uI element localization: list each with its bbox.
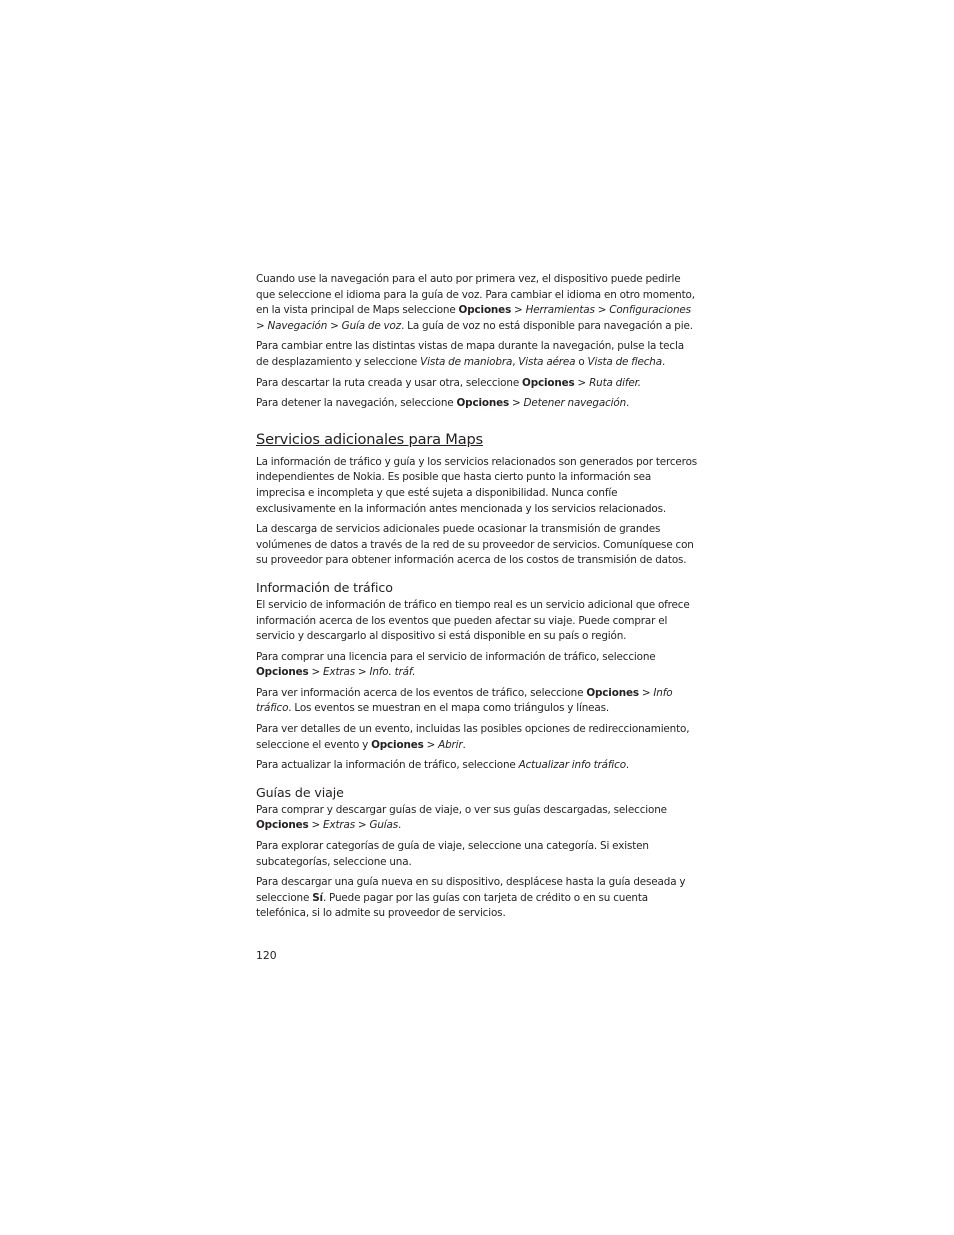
menu-term-opciones: Opciones — [371, 738, 424, 751]
text: . Los eventos se muestran en el mapa como triángulos y líneas. — [288, 702, 610, 715]
menu-term: Info tráfico — [256, 686, 673, 715]
separator: o — [575, 355, 588, 368]
menu-term: Extras — [323, 666, 355, 679]
menu-term-si: Sí — [312, 891, 323, 904]
text: . — [462, 738, 466, 751]
traffic-paragraph-event-details — [256, 722, 698, 753]
text: Para descargar una guía nueva en su dispositivo, desplácese hasta la guía deseada y seleccione — [256, 876, 686, 904]
menu-term: Navegación — [267, 319, 328, 332]
menu-term-opciones: Opciones — [586, 686, 639, 699]
menu-term: Guías — [369, 819, 399, 832]
text: Para ver información acerca de los eventos de tráfico, seleccione — [256, 686, 587, 699]
separator: > — [594, 304, 610, 317]
text: . Puede pagar por las guías con tarjeta de crédito o en su cuenta telefónica, si lo admite su proveedor de servicios. — [256, 891, 649, 920]
separator: > — [423, 738, 439, 751]
separator: > — [256, 319, 268, 332]
text: . La guía de voz no está disponible para navegación a pie. — [401, 319, 693, 332]
text: Cuando use la navegación para el auto por primera vez, el dispositivo puede pedirle que seleccione el idioma para la guía de voz. Para cambiar el idioma en otro momento, en la vista principal de Maps seleccione — [256, 273, 695, 317]
section-paragraph-data-costs: La descarga de servicios adicionales puede ocasionar la transmisión de grandes volúmenes de datos a través de la red de su proveedor de servicios. Comuníquese con su proveedor para obtener información acerca de los costos de transmisión de datos. — [256, 523, 694, 567]
menu-term: Vista aérea — [518, 355, 576, 368]
guides-paragraph-explore: Para explorar categorías de guía de viaje, seleccione una categoría. Si existen subcategorías, seleccione una. — [256, 840, 649, 868]
text: . — [661, 355, 666, 368]
separator: > — [354, 666, 370, 679]
page-content — [256, 272, 698, 927]
separator: > — [308, 666, 324, 679]
text: Para descartar la ruta creada y usar otra, seleccione — [256, 376, 523, 389]
intro-paragraph-stop-navigation — [256, 396, 698, 412]
guides-paragraph-buy — [256, 803, 698, 834]
intro-paragraph-discard-route — [256, 376, 698, 392]
traffic-paragraph-view-events — [256, 686, 698, 717]
separator: > — [574, 376, 590, 389]
menu-term-opciones: Opciones — [522, 376, 575, 389]
text: . — [625, 759, 630, 772]
menu-term-opciones: Opciones — [256, 666, 309, 679]
separator: > — [308, 819, 324, 832]
text: Para cambiar entre las distintas vistas de mapa durante la navegación, pulse la tecla de desplazamiento y seleccione — [256, 340, 684, 368]
separator: > — [354, 819, 370, 832]
menu-term: Configuraciones — [609, 304, 691, 317]
menu-term-opciones: Opciones — [458, 304, 512, 317]
menu-term: Vista de maniobra — [420, 355, 513, 368]
section-heading: Servicios adicionales para Maps — [256, 430, 483, 448]
intro-paragraph-map-views — [256, 339, 698, 370]
intro-paragraph-voice-guide — [256, 272, 698, 334]
separator: > — [511, 304, 526, 317]
menu-term: Detener navegación — [523, 397, 627, 410]
text: Para detener la navegación, seleccione — [256, 397, 457, 410]
menu-term-opciones: Opciones — [256, 819, 309, 832]
traffic-paragraph-update — [256, 758, 698, 774]
separator: , — [512, 355, 519, 368]
text: . — [398, 819, 402, 832]
menu-term-opciones: Opciones — [456, 397, 510, 410]
menu-term: Extras — [323, 819, 355, 832]
traffic-paragraph-license — [256, 650, 698, 681]
guides-heading: Guías de viaje — [256, 784, 344, 800]
text: . — [626, 397, 630, 410]
page-number: 120 — [256, 949, 277, 962]
menu-term: Actualizar info tráfico — [518, 759, 626, 772]
menu-term: Ruta difer. — [589, 376, 641, 389]
menu-term: Info. tráf. — [369, 666, 416, 679]
separator: > — [509, 397, 524, 410]
text: Para comprar una licencia para el servicio de información de tráfico, seleccione — [256, 650, 656, 663]
menu-term: Abrir — [438, 738, 463, 751]
text: Para ver detalles de un evento, incluidas las posibles opciones de redireccionamiento, seleccione el evento y — [256, 723, 690, 751]
text: Para actualizar la información de tráfico, seleccione — [256, 759, 519, 772]
separator: > — [638, 686, 654, 699]
guides-paragraph-download — [256, 875, 698, 922]
text: Para comprar y descargar guías de viaje, o ver sus guías descargadas, seleccione — [256, 803, 667, 816]
section-paragraph-disclaimer: La información de tráfico y guía y los servicios relacionados son generados por terceros independientes de Nokia. Es posible que hasta cierto punto la información sea imprecisa e incompleta y que esté sujeta a disponibilidad. Nunca confíe exclusivamente en la información antes mencionada y los servicios relacionados. — [256, 455, 698, 515]
menu-term: Herramientas — [525, 304, 595, 317]
menu-term: Vista de flecha — [587, 355, 662, 368]
separator: > — [327, 319, 342, 332]
traffic-paragraph-intro: El servicio de información de tráfico en tiempo real es un servicio adicional que ofrece información acerca de los eventos que pueden afectar su viaje. Puede comprar el servicio y descargarlo al dispositivo si está disponible en su país o región. — [256, 598, 690, 643]
menu-term: Guía de voz — [341, 319, 402, 332]
traffic-heading: Información de tráfico — [256, 579, 393, 595]
